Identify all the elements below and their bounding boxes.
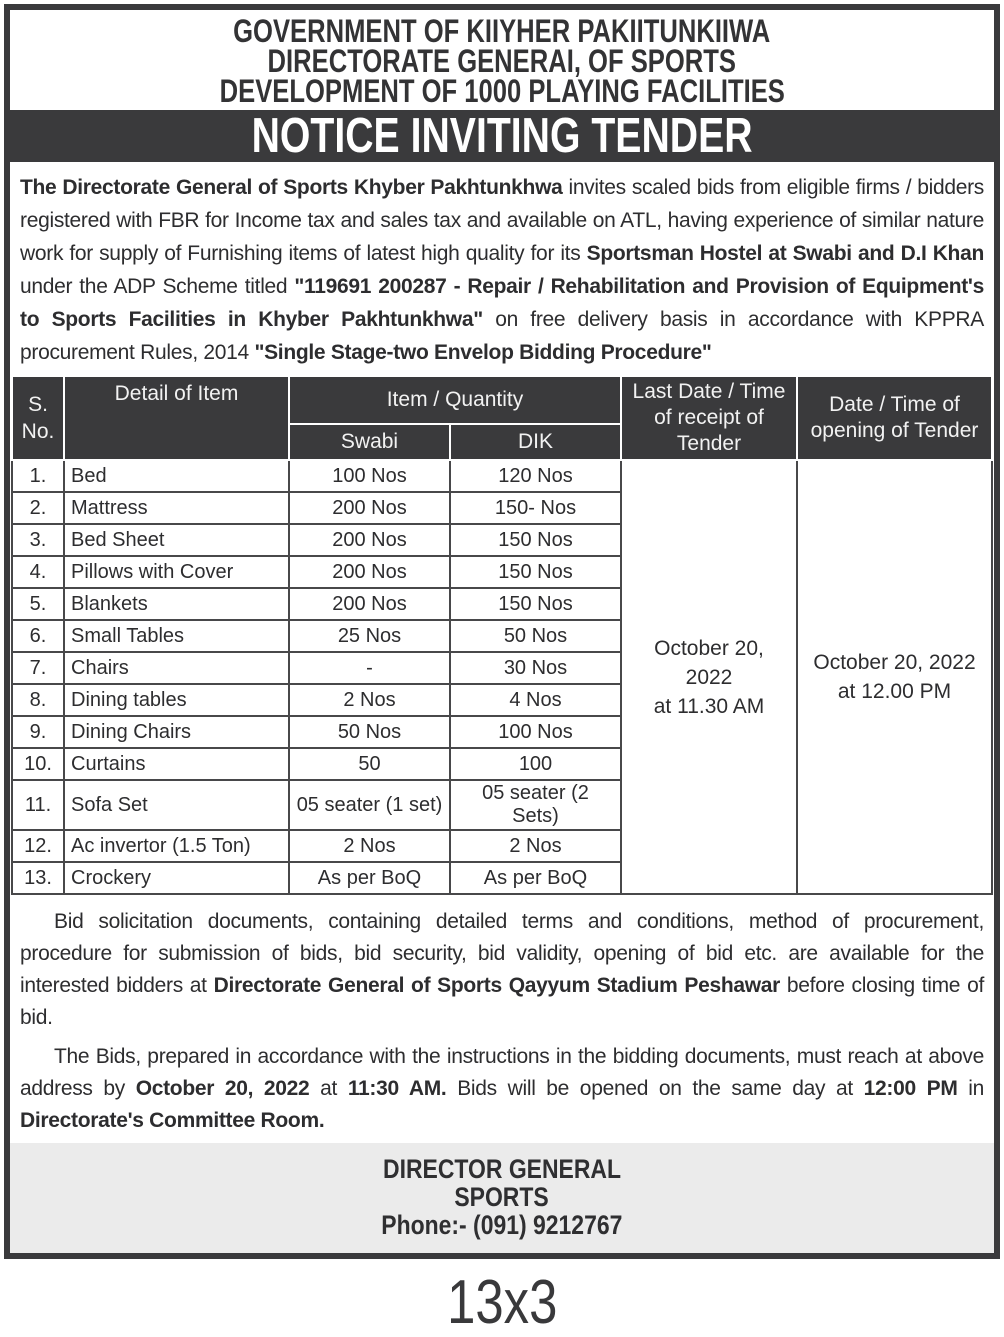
cell-detail: Small Tables [64, 620, 289, 652]
cell-dik: 120 Nos [450, 460, 621, 492]
ad-size-note-text: 13x3 [446, 1268, 558, 1337]
cell-sno: 13. [12, 862, 64, 894]
intro-scheme-bold: "119691 200287 - Repair / Rehabilitation and Provision of Equipment's to Sports Facilities in Khyber Pakhtunkhwa" [20, 275, 984, 331]
cell-swabi: - [289, 652, 450, 684]
masthead [10, 10, 994, 110]
cell-sno: 4. [12, 556, 64, 588]
cell-detail: Chairs [64, 652, 289, 684]
cell-dik: 30 Nos [450, 652, 621, 684]
col-header-sno [12, 376, 64, 460]
cell-detail: Pillows with Cover [64, 556, 289, 588]
table-row [12, 460, 992, 492]
cell-swabi: 25 Nos [289, 620, 450, 652]
cell-detail: Bed [64, 460, 289, 492]
para3-date-bold: October 20, 2022 [135, 1077, 310, 1100]
cell-last-date: October 20, 2022 at 11.30 AM [621, 460, 797, 894]
cell-dik: 05 seater (2 Sets) [450, 780, 621, 830]
cell-sno: 7. [12, 652, 64, 684]
para3-time-bold: 11:30 AM. [347, 1077, 447, 1100]
col-header-swabi: Swabi [289, 424, 450, 460]
cell-sno: 8. [12, 684, 64, 716]
bid-documents-paragraph [20, 906, 984, 1034]
cell-dik: 2 Nos [450, 830, 621, 862]
cell-detail: Sofa Set [64, 780, 289, 830]
col-header-last-date: Last Date / Time of receipt of Tender [621, 376, 797, 460]
ad-size-note [0, 1268, 1004, 1337]
cell-dik: 150 Nos [450, 588, 621, 620]
intro-org-bold: The Directorate General of Sports Khyber Pakhtunkhwa [20, 176, 563, 199]
cell-swabi: 50 [289, 748, 450, 780]
development-line [10, 73, 994, 109]
cell-swabi: 200 Nos [289, 492, 450, 524]
cell-swabi: 100 Nos [289, 460, 450, 492]
cell-dik: 150- Nos [450, 492, 621, 524]
cell-detail: Ac invertor (1.5 Ton) [64, 830, 289, 862]
para3-room-bold: Directorate's Committee Room. [20, 1109, 325, 1132]
intro-procedure-bold: "Single Stage-two Envelop Bidding Procedure" [254, 341, 712, 364]
col-header-opening: Date / Time of opening of Tender [797, 376, 992, 460]
col-header-item-quantity: Item / Quantity [289, 376, 621, 424]
cell-detail: Dining Chairs [64, 716, 289, 748]
phone-text: Phone:- (091) 9212767 [381, 1210, 623, 1240]
cell-sno: 6. [12, 620, 64, 652]
cell-opening-date: October 20, 2022 at 12.00 PM [797, 460, 992, 894]
cell-swabi: 05 seater (1 set) [289, 780, 450, 830]
cell-dik: 50 Nos [450, 620, 621, 652]
cell-detail: Dining tables [64, 684, 289, 716]
para2-text-2: before closing time of bid. [20, 974, 984, 1029]
signatory-title-text: DIRECTOR GENERAL [382, 1154, 622, 1184]
intro-text-3: on free delivery basis in accordance with KPPRA procurement Rules, 2014 [20, 308, 984, 364]
cell-sno: 3. [12, 524, 64, 556]
col-header-detail: Detail of Item [64, 376, 289, 460]
para3-text-2: at [309, 1077, 348, 1100]
cell-sno: 12. [12, 830, 64, 862]
directorate-line-text: DIRECTORATE GENERAI, OF SPORTS [267, 43, 737, 79]
intro-section [10, 162, 994, 369]
government-line [10, 13, 994, 49]
cell-swabi: 200 Nos [289, 524, 450, 556]
development-line-text: DEVELOPMENT OF 1000 PLAYING FACILITIES [219, 73, 785, 109]
cell-dik: 100 Nos [450, 716, 621, 748]
intro-text-2: under the ADP Scheme titled [20, 275, 295, 298]
col-header-sno-line1: S. [28, 393, 48, 416]
cell-sno: 2. [12, 492, 64, 524]
para3-text-1: The Bids, prepared in accordance with the instructions in the bidding documents, must reach at above address by [20, 1045, 984, 1100]
notice-banner-title: NOTICE INVITING TENDER [251, 110, 753, 162]
intro-paragraph [20, 171, 984, 369]
table-header [12, 376, 992, 460]
para2-text-1: Bid solicitation documents, containing detailed terms and conditions, method of procurement, procedure for submission of bids, bid security, bid validity, opening of bid etc. are available for the interested bidders at [20, 910, 984, 997]
cell-detail: Blankets [64, 588, 289, 620]
cell-swabi: 2 Nos [289, 830, 450, 862]
cell-detail: Mattress [64, 492, 289, 524]
cell-swabi: 200 Nos [289, 588, 450, 620]
tender-table-body [12, 460, 992, 894]
signatory-title-line [10, 1155, 994, 1183]
intro-hostel-bold: Sportsman Hostel at Swabi and D.I Khan [586, 242, 984, 265]
col-header-sno-line2: No. [21, 420, 55, 443]
para3-open-time-bold: 12:00 PM [863, 1077, 958, 1100]
cell-dik: As per BoQ [450, 862, 621, 894]
directorate-line [10, 43, 994, 79]
cell-sno: 1. [12, 460, 64, 492]
phone-line [10, 1211, 994, 1239]
cell-sno: 9. [12, 716, 64, 748]
tender-notice-ad [4, 4, 1000, 1259]
cell-swabi: 50 Nos [289, 716, 450, 748]
signatory-dept-text: SPORTS [454, 1182, 550, 1212]
cell-dik: 150 Nos [450, 556, 621, 588]
government-line-text: GOVERNMENT OF KIIYHER PAKIITUNKIIWA [233, 13, 771, 49]
cell-swabi: As per BoQ [289, 862, 450, 894]
notice-banner [10, 110, 994, 162]
col-header-dik: DIK [450, 424, 621, 460]
para3-text-3: Bids will be opened on the same day at [446, 1077, 864, 1100]
cell-sno: 5. [12, 588, 64, 620]
para2-address-bold: Directorate General of Sports Qayyum Stadium Peshawar [213, 974, 781, 997]
table-header-row-1 [12, 376, 992, 424]
intro-text-1: invites scaled bids from eligible firms / bidders registered with FBR for Income tax and sales tax and available on ATL, having experience of similar nature work for supply of Furnishing items of latest high quality for its [20, 176, 984, 265]
cell-detail: Bed Sheet [64, 524, 289, 556]
tender-items-table [11, 375, 993, 895]
signature-block [10, 1143, 994, 1253]
cell-detail: Crockery [64, 862, 289, 894]
cell-swabi: 200 Nos [289, 556, 450, 588]
cell-sno: 10. [12, 748, 64, 780]
cell-sno: 11. [12, 780, 64, 830]
cell-dik: 100 [450, 748, 621, 780]
para3-text-4: in [957, 1077, 985, 1100]
bid-submission-paragraph [20, 1041, 984, 1137]
cell-dik: 4 Nos [450, 684, 621, 716]
cell-detail: Curtains [64, 748, 289, 780]
terms-section [10, 897, 994, 1137]
cell-dik: 150 Nos [450, 524, 621, 556]
cell-swabi: 2 Nos [289, 684, 450, 716]
signatory-dept-line [10, 1183, 994, 1211]
